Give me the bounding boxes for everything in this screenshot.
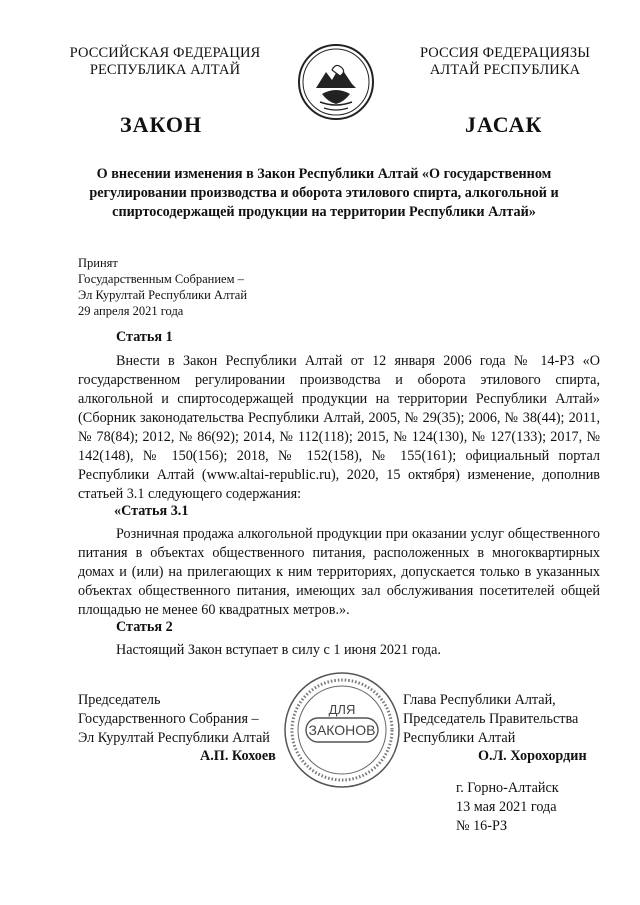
adoption-line2: Государственным Собранием – (78, 272, 244, 286)
emblem-icon (296, 42, 376, 122)
stamp-line1: ДЛЯ (328, 702, 356, 717)
footer-block (456, 779, 559, 836)
signature-right-line3: Республики Алтай (403, 730, 516, 746)
article2-heading: Статья 2 (116, 619, 173, 635)
header-left-line1: РОССИЙСКАЯ ФЕДЕРАЦИЯ (69, 45, 261, 61)
article1-text: Внести в Закон Республики Алтай от 12 января 2006 года № 14-РЗ «О государственном регулировании производства и оборота этилового спирта, алкогольной и спиртосодержащей продукции на территории Республики Алтай» (Сборник законодательства Республики Алтай, 2005, № 29(35); 2006, № 38(44); 2011, № 78(84); 2012, № 86(92); 2014, № 112(118); 2015, № 124(130), № 127(133); 2017, № 142(148), № 150(156); 2018, № 152(158), № 155(161); официальный портал Республики Алтай (www.altai-republic.ru), 2020, 15 октября) изменение, дополнив статьей 3.1 следующего содержания: (78, 353, 600, 502)
article2-text: Настоящий Закон вступает в силу с 1 июня 2021 года. (116, 642, 441, 658)
signature-right (403, 691, 578, 748)
header-right-line1: РОССИЯ ФЕДЕРАЦИЯЗЫ (419, 45, 591, 61)
header-left (40, 45, 290, 79)
header-right (380, 45, 630, 79)
footer-date: 13 мая 2021 года (456, 799, 557, 815)
law-title-alt: JАСАК (465, 112, 543, 137)
article1-heading: Статья 1 (116, 329, 173, 345)
seal-stamp (282, 670, 402, 790)
header-left-line2: РЕСПУБЛИКА АЛТАЙ (89, 62, 241, 78)
signature-left-line2: Государственного Собрания – (78, 711, 259, 727)
law-title-ru: ЗАКОН (120, 112, 203, 137)
header-right-line2: АЛТАЙ РЕСПУБЛИКА (429, 62, 581, 78)
signature-right-name: О.Л. Хорохордин (478, 748, 587, 764)
signature-left-line1: Председатель (78, 692, 161, 708)
signature-left (78, 691, 270, 748)
adoption-line3: Эл Курултай Республики Алтай (78, 288, 248, 302)
adoption-line4: 29 апреля 2021 года (78, 304, 184, 318)
adoption-line1: Принят (78, 256, 118, 270)
footer-city: г. Горно-Алтайск (456, 780, 559, 796)
signature-right-line2: Председатель Правительства (403, 711, 579, 727)
adoption-block (78, 255, 247, 319)
document-title: О внесении изменения в Закон Республики Алтай «О государственном регулировании производства и оборота этилового спирта, алкогольной и спиртосодержащей продукции на территории Республики Алтай» (89, 166, 559, 220)
signature-left-line3: Эл Курултай Республики Алтай (78, 730, 270, 746)
article31-text: Розничная продажа алкогольной продукции при оказании услуг общественного питания в объектах общественного питания, расположенных в многоквартирных домах и (или) на прилегающих к ним территориях, допускается только в указанных объектах общественного питания, имеющих зал обслуживания посетителей общей площадью не менее 60 квадратных метров.». (78, 526, 600, 618)
stamp-line2: ЗАКОНОВ (308, 722, 376, 738)
article31-heading: «Статья 3.1 (114, 503, 189, 519)
signature-left-name: А.П. Кохоев (200, 748, 276, 764)
signature-right-line1: Глава Республики Алтай, (403, 692, 556, 708)
footer-number: № 16-РЗ (456, 818, 508, 834)
